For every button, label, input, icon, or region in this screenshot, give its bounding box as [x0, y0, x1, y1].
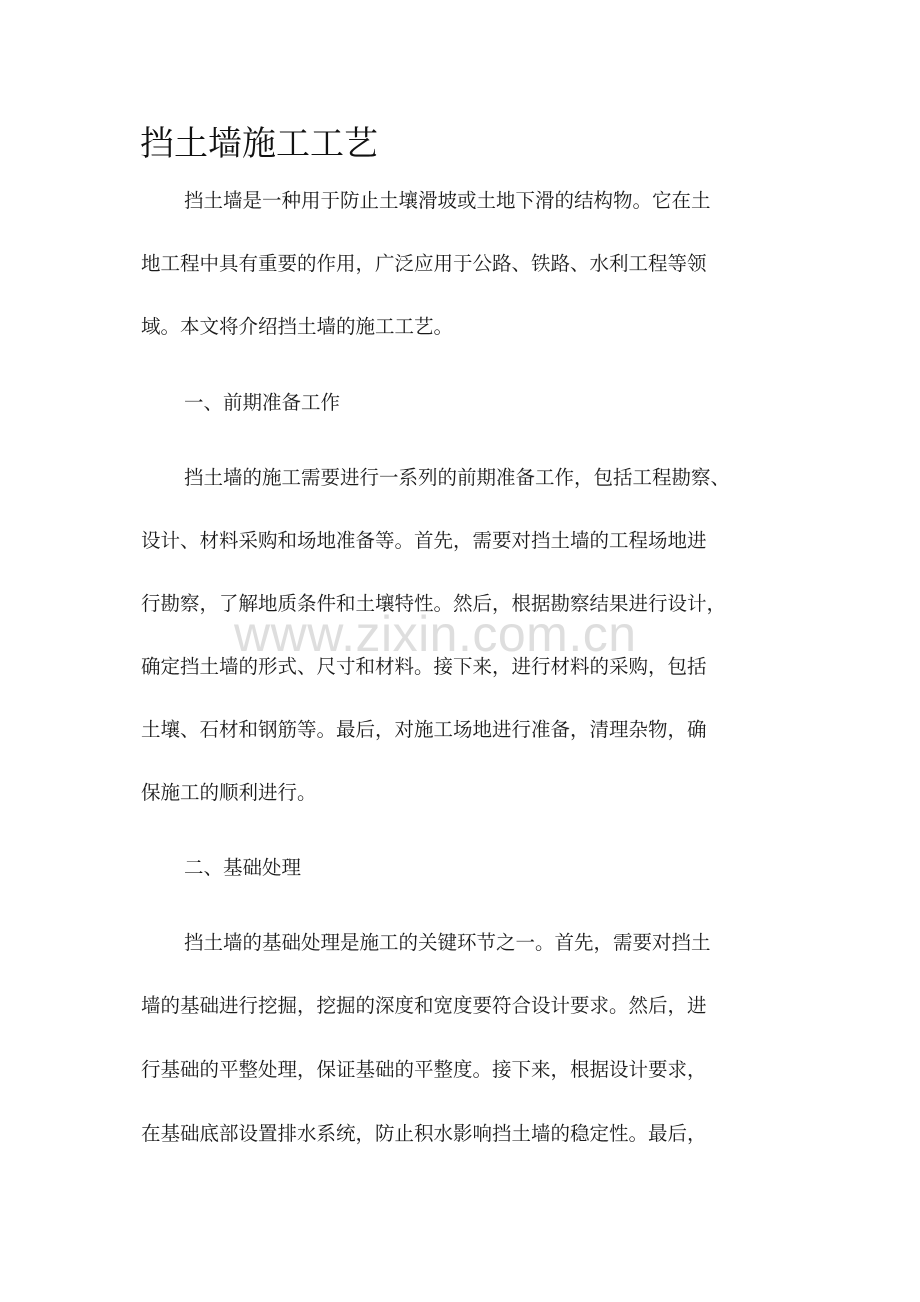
paragraph-line: 域。本文将介绍挡土墙的施工工艺。 [141, 315, 454, 338]
paragraph-line: 地工程中具有重要的作用，广泛应用于公路、铁路、水利工程等领 [141, 252, 707, 275]
section-heading: 一、前期准备工作 [184, 391, 341, 414]
paragraph-line: 土壤、石材和钢筋等。最后，对施工场地进行准备，清理杂物，确 [141, 718, 707, 741]
paragraph-line: 挡土墙的基础处理是施工的关键环节之一。首先，需要对挡土 [184, 931, 711, 954]
paragraph-line: 设计、材料采购和场地准备等。首先，需要对挡土墙的工程场地进 [141, 529, 707, 552]
section-heading: 二、基础处理 [184, 856, 302, 879]
paragraph-line: 墙的基础进行挖掘，挖掘的深度和宽度要符合设计要求。然后，进 [141, 994, 707, 1017]
paragraph-line: 行基础的平整处理，保证基础的平整度。接下来，根据设计要求， [141, 1058, 707, 1081]
paragraph-line: 确定挡土墙的形式、尺寸和材料。接下来，进行材料的采购，包括 [141, 655, 707, 678]
paragraph-line: 挡土墙是一种用于防止土壤滑坡或土地下滑的结构物。它在土 [184, 189, 711, 212]
document-title: 挡土墙施工工艺 [140, 124, 378, 164]
paragraph-line: 保施工的顺利进行。 [141, 781, 317, 804]
paragraph-line: 行勘察，了解地质条件和土壤特性。然后，根据勘察结果进行设计， [141, 592, 727, 615]
paragraph-line: 在基础底部设置排水系统，防止积水影响挡土墙的稳定性。最后， [141, 1122, 707, 1145]
paragraph-line: 挡土墙的施工需要进行一系列的前期准备工作，包括工程勘察、 [184, 466, 731, 489]
watermark-text: www.zixin.com.cn [234, 606, 637, 662]
